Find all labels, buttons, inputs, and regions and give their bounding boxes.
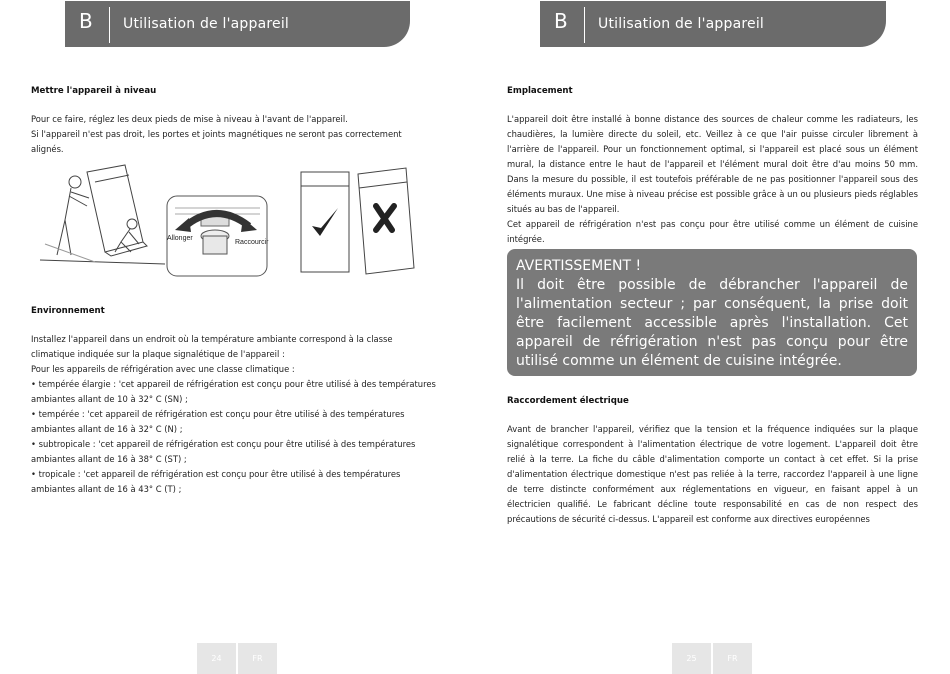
- warning-box: [507, 249, 917, 376]
- env-line: climatique indiquée sur la plaque signalétique de l'appareil :: [31, 349, 285, 359]
- env-line: ambiantes allant de 10 à 32° C (SN) ;: [31, 394, 188, 404]
- lengthen-label: Allonger: [167, 235, 193, 242]
- page-number: 25: [672, 643, 711, 674]
- env-line: • tempérée : 'cet appareil de réfrigération est conçu pour être utilisé à des températures: [31, 409, 405, 419]
- header-divider: [584, 7, 585, 43]
- warning-text: Il doit être possible de débrancher l'appareil de l'alimentation secteur ; par conséquent, la prise doit être facilement accessible après l'installation. Cet appareil de réfrigération n'est pas conçu pour être utilisé comme un élément de cuisine intégrée.: [516, 277, 908, 369]
- warning-title: AVERTISSEMENT !: [516, 258, 642, 274]
- env-line: ambiantes allant de 16 à 32° C (N) ;: [31, 424, 183, 434]
- section-header: [65, 1, 410, 47]
- placement-paragraph: Cet appareil de réfrigération n'est pas conçu pour être utilisé comme un élément de cuisine intégrée.: [507, 219, 918, 244]
- env-line: • subtropicale : 'cet appareil de réfrigération est conçu pour être utilisé à des températures: [31, 439, 416, 449]
- section-letter: B: [79, 9, 93, 33]
- section-title: Utilisation de l'appareil: [598, 16, 765, 32]
- level-heading: Mettre l'appareil à niveau: [31, 86, 157, 96]
- section-header: [540, 1, 886, 47]
- env-line: Installez l'appareil dans un endroit où la température ambiante correspond à la classe: [31, 334, 393, 344]
- page-language: FR: [238, 643, 277, 674]
- level-line: Si l'appareil n'est pas droit, les portes et joints magnétiques ne seront pas correctement: [31, 129, 402, 139]
- level-line: Pour ce faire, réglez les deux pieds de mise à niveau à l'avant de l'appareil.: [31, 114, 348, 124]
- env-line: Pour les appareils de réfrigération avec une classe climatique :: [31, 364, 295, 374]
- env-heading: Environnement: [31, 306, 105, 316]
- page-language: FR: [713, 643, 752, 674]
- placement-heading: Emplacement: [507, 86, 573, 96]
- env-line: ambiantes allant de 16 à 43° C (T) ;: [31, 484, 182, 494]
- section-letter: B: [554, 9, 568, 33]
- section-title: Utilisation de l'appareil: [123, 16, 290, 32]
- env-line: • tropicale : 'cet appareil de réfrigération est conçu pour être utilisé à des températures: [31, 469, 401, 479]
- env-line: • tempérée élargie : 'cet appareil de réfrigération est conçu pour être utilisé à des températures: [31, 379, 436, 389]
- shorten-label: Raccourcir: [235, 239, 269, 246]
- placement-paragraph: L'appareil doit être installé à bonne distance des sources de chaleur comme les radiateurs, les chaudières, la lumière directe du soleil, etc. Veillez à ce que l'air puisse circuler librement à l'arrière de l'appareil. Pour un fonctionnement optimal, si l'appareil est placé sous un élément mural, la distance entre le haut de l'appareil et l'élément mural doit être d'au moins 50 mm. Dans la mesure du possible, il est toutefois préférable de ne pas positionner l'appareil sous des éléments muraux. Une mise à niveau précise est possible grâce à un ou plusieurs pieds réglables situés au bas de l'appareil.: [507, 114, 918, 214]
- env-line: ambiantes allant de 16 à 38° C (ST) ;: [31, 454, 187, 464]
- header-divider: [109, 7, 110, 43]
- electric-paragraph: Avant de brancher l'appareil, vérifiez que la tension et la fréquence indiquées sur la plaque signalétique correspondent à l'alimentation électrique de votre logement. L'appareil doit être relié à la terre. La fiche du câble d'alimentation comporte un contact à cet effet. Si la prise d'alimentation électrique domestique n'est pas reliée à la terre, raccordez l'appareil à une ligne de terre distincte conformément aux réglementations en vigueur, en faisant appel à un électricien qualifié. Le fabricant décline toute responsabilité en cas de non respect des précautions de sécurité ci-dessus. L'appareil est conforme aux directives européennes: [507, 424, 918, 524]
- leveling-illustration: [35, 160, 280, 280]
- fridge-comparison-illustration: [296, 162, 416, 282]
- page-number: 24: [197, 643, 236, 674]
- electric-heading: Raccordement électrique: [507, 396, 629, 406]
- level-line: alignés.: [31, 144, 64, 154]
